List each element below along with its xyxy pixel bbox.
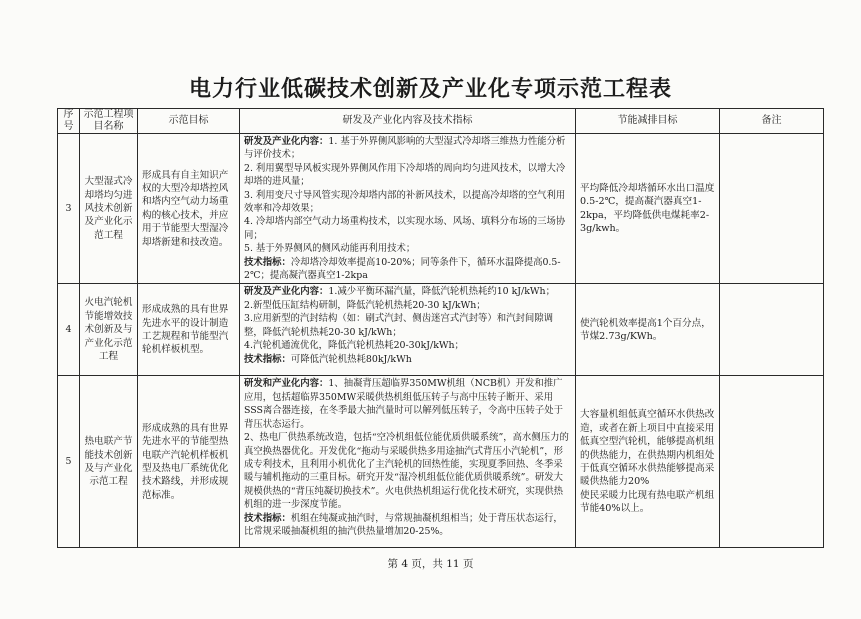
row-remark: [720, 284, 824, 376]
row-goal: 形成成熟的具有世界先进水平的节能型热电联产汽轮机样板机型及热电厂系统优化技术路线，并形成规范标准。: [138, 376, 240, 548]
header-remark: 备注: [720, 109, 824, 134]
page-footer: 第 4 页，共 11 页: [387, 558, 474, 570]
content-line: 4. 冷却塔内部空气动力场重构技术，以实现水场、风场、填料分布场的三场协同；: [244, 216, 566, 241]
content-line: 研发及产业化内容：1.减少平衡环漏汽量，降低汽轮机热耗约10 kJ/kWh；: [244, 286, 555, 298]
content-line: 3.应用新型的汽封结构（如：刷式汽封、侧齿迷宫式汽封等）和汽封间隙调整，降低汽轮机热耗20-30 kJ/kWh；: [244, 313, 553, 338]
row-seq: 5: [58, 376, 80, 548]
content-line: 2、热电厂供热系统改造，包括“空冷机组低位能优质供暖系统”，高水侧压力的真空换热器优化。开发优化“拖动与采暖供热多用途抽汽式背压小汽轮机”，形成专利技术，且利用小机优化了主汽轮机的回热性能，实现夏季回热、冬季采暖与辅机拖动的三重目标。研究开发“湿冷机组低位能优质供暖系统”。研发大规模供热的“背压纯凝切换技术”。火电供热机组运行优化技术研究，实现供热机组的进一步深度节能。: [244, 432, 569, 511]
row-goal: 形成成熟的具有世界先进水平的设计制造工艺规程和节能型汽轮机样板机型。: [138, 284, 240, 376]
content-line: 3. 利用变尺寸导风管实现冷却塔内部的补新风技术，以提高冷却塔的空气利用效率和冷却效果；: [244, 189, 566, 215]
header-project: 示范工程项目名称: [80, 109, 138, 134]
header-saving: 节能减排目标: [576, 109, 720, 134]
row-content: [240, 134, 576, 284]
project-table: [57, 108, 824, 548]
table-header-row: [58, 109, 824, 134]
header-goal: 示范目标: [138, 109, 240, 134]
content-line: 技术指标：机组在纯凝或抽汽时，与常规抽凝机组相当；处于背压状态运行，比常规采暖抽凝机组的抽汽供热量增加20-25%。: [244, 512, 563, 537]
content-line: 技术指标：冷却塔冷却效率提高10-20%；同等条件下，循环水温降提高0.5-2℃；提高凝汽器真空1-2kpa: [244, 256, 561, 282]
content-line: 研发和产业化内容：1、抽凝背压超临界350MW机组（NCB机）开发和推广应用，包括超临界350MW采暖供热机组低压转子与高中压转子断开、采用SSS离合器连接，在冬季最大抽汽量时可以解列低压转子，令高中压转子处于背压状态运行。: [244, 378, 563, 430]
saving-line: 大容量机组低真空循环水供热改造，或者在新上项目中直接采用低真空型汽轮机，能够提高机组的供热能力，在供热期内机组处于低真空循环水供热能够提高采暖供热能力20%: [580, 409, 715, 488]
page-title: 电力行业低碳技术创新及产业化专项示范工程表: [188, 76, 672, 102]
row-saving: 使汽轮机效率提高1个百分点，节煤2.73g/KWh。: [576, 284, 720, 376]
content-line: 技术指标：可降低汽轮机热耗80kJ/kWh: [244, 353, 412, 365]
table-row: [58, 284, 824, 376]
content-line: 研发及产业化内容：1. 基于外界侧风影响的大型湿式冷却塔三维热力性能分析与评价技术；: [244, 136, 566, 161]
saving-line: 使民采暖力比现有热电联产机组节能40%以上。: [580, 489, 715, 515]
content-line: 2.新型低压缸结构研制，降低汽轮机热耗20-30 kJ/kWh；: [244, 299, 486, 311]
row-saving: [576, 376, 720, 548]
table-row: [58, 376, 824, 548]
header-seq: 序号: [58, 109, 80, 134]
table-row: [58, 134, 824, 284]
row-project-name: 大型湿式冷却塔均匀进风技术创新及产业化示范工程: [80, 134, 138, 284]
row-project-name: 火电汽轮机节能增效技术创新及与产业化示范工程: [80, 284, 138, 376]
row-content: [240, 284, 576, 376]
content-line: 5. 基于外界侧风的侧风动能再利用技术；: [244, 243, 416, 255]
content-line: 4.汽轮机通流优化，降低汽轮机热耗20-30kJ/kWh；: [244, 340, 464, 352]
row-seq: 3: [58, 134, 80, 284]
row-remark: [720, 376, 824, 548]
content-line: 2. 利用翼型导风板实现外界侧风作用下冷却塔的周向均匀进风技术，以增大冷却塔的进风量；: [244, 162, 566, 188]
row-goal: 形成具有自主知识产权的大型冷却塔控风和塔内空气动力场重构的核心技术，并应用于节能型大型湿冷却塔新建和技改造。: [138, 134, 240, 284]
row-seq: 4: [58, 284, 80, 376]
row-saving: 平均降低冷却塔循环水出口温度0.5-2℃，提高凝汽器真空1-2kpa，平均降低供电煤耗率2-3g/kwh。: [576, 134, 720, 284]
row-project-name: 热电联产节能技术创新及与产业化示范工程: [80, 376, 138, 548]
row-remark: [720, 134, 824, 284]
header-content: 研发及产业化内容及技术指标: [240, 109, 576, 134]
row-content: [240, 376, 576, 548]
